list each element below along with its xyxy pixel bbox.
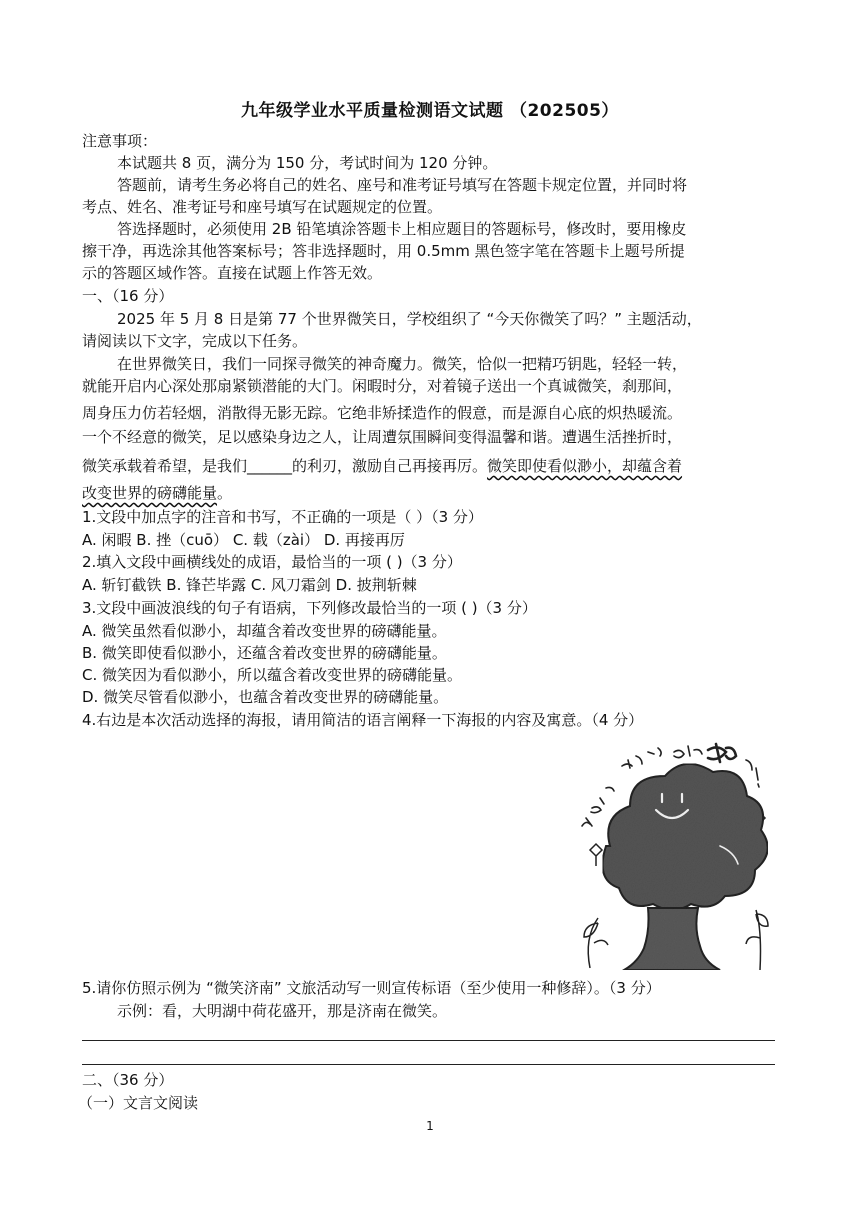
notice-header: 注意事项： xyxy=(82,132,158,150)
answer-line-2 xyxy=(82,1064,775,1065)
question-2-stem: 2.填入文段中画横线处的成语，最恰当的一项 ( )（3 分） xyxy=(82,553,462,571)
page-number: 1 xyxy=(426,1119,434,1133)
passage-line-5-middle: 的利刃，激励自己再接再厉。 xyxy=(292,457,488,475)
question-1-options: A. 闲暇 B. 挫（cuō） C. 载（zài） D. 再接再厉 xyxy=(82,531,405,549)
passage-line-5-start: 微笑承载着希望，是我们 xyxy=(82,457,248,475)
notice-paragraph-3c: 示的答题区域作答。直接在试题上作答无效。 xyxy=(82,264,383,282)
section-1-intro-b: 请阅读以下文字，完成以下任务。 xyxy=(82,332,308,350)
passage-line-2: 就能开启内心深处那扇紧锁潜能的大门。闲暇时分，对着镜子送出一个真诚微笑，刹那间， xyxy=(82,377,683,395)
question-3-stem: 3.文段中画波浪线的句子有语病，下列修改最恰当的一项 ( )（3 分） xyxy=(82,599,537,617)
tree-illustration xyxy=(603,764,768,970)
passage-line-1: 在世界微笑日，我们一同探寻微笑的神奇魔力。微笑，恰似一把精巧钥匙，轻轻一转， xyxy=(117,355,688,373)
question-1-stem: 1.文段中加点字的注音和书写，不正确的一项是（ ）（3 分） xyxy=(82,508,483,526)
notice-paragraph-2b: 考点、姓名、准考证号和座号填写在试题规定的位置。 xyxy=(82,198,443,216)
question-3-option-c: C. 微笑因为看似渺小，所以蕴含着改变世界的磅礴能量。 xyxy=(82,666,463,684)
wavy-underlined-sentence-b: 改变世界的磅礴能量 xyxy=(82,484,218,502)
notice-paragraph-2a: 答题前，请考生务必将自己的姓名、座号和准考证号填写在答题卡规定位置，并同时将 xyxy=(117,176,688,194)
section-1-header: 一、（16 分） xyxy=(82,287,174,305)
passage-line-6-end: 。 xyxy=(217,484,233,502)
question-4-stem: 4.右边是本次活动选择的海报，请用简洁的语言阐释一下海报的内容及寓意。（4 分） xyxy=(82,711,644,729)
question-5-stem: 5.请你仿照示例为 “微笑济南” 文旅活动写一则宣传标语（至少使用一种修辞）。（3 分） xyxy=(82,979,661,997)
passage-line-4: 一个不经意的微笑，足以感染身边之人，让周遭氛围瞬间变得温馨和谐。遭遇生活挫折时， xyxy=(82,428,683,446)
question-3-option-b: B. 微笑即使看似渺小，还蕴含着改变世界的磅礴能量。 xyxy=(82,644,447,662)
passage-line-3: 周身压力仿若轻烟，消散得无影无踪。它绝非矫揉造作的假意，而是源自心底的炽热暖流。 xyxy=(82,404,683,422)
question-3-option-d: D. 微笑尽管看似渺小，也蕴含着改变世界的磅礴能量。 xyxy=(82,688,449,706)
idiom-blank: ______ xyxy=(247,457,293,475)
section-1-intro-a: 2025 年 5 月 8 日是第 77 个世界微笑日，学校组织了 “今天你微笑了吗？” 主题活动， xyxy=(117,310,702,328)
section-2-subheader: （一）文言文阅读 xyxy=(78,1094,199,1112)
page-title: 九年级学业水平质量检测语文试题 （202505） xyxy=(241,101,619,121)
notice-paragraph-1: 本试题共 8 页，满分为 150 分，考试时间为 120 分钟。 xyxy=(117,154,498,172)
section-2-header: 二、（36 分） xyxy=(82,1071,174,1089)
passage-line-6 xyxy=(82,482,782,504)
question-5-example: 示例：看，大明湖中荷花盛开，那是济南在微笑。 xyxy=(117,1002,448,1020)
wavy-underlined-sentence-a: 微笑即使看似渺小，却蕴含着 xyxy=(487,457,683,475)
notice-paragraph-3a: 答选择题时，必须使用 2B 铅笔填涂答题卡上相应题目的答题标号，修改时，要用橡皮 xyxy=(117,220,687,238)
smiling-tree-poster xyxy=(570,738,780,973)
notice-paragraph-3b: 擦干净，再选涂其他答案标号；答非选择题时，用 0.5mm 黑色签字笔在答题卡上题号所提 xyxy=(82,242,685,260)
question-2-options: A. 斩钉截铁 B. 锋芒毕露 C. 风刀霜剑 D. 披荆斩棘 xyxy=(82,576,417,594)
answer-line-1 xyxy=(82,1040,775,1041)
question-3-option-a: A. 微笑虽然看似渺小，却蕴含着改变世界的磅礴能量。 xyxy=(82,622,447,640)
passage-line-5 xyxy=(82,455,782,477)
